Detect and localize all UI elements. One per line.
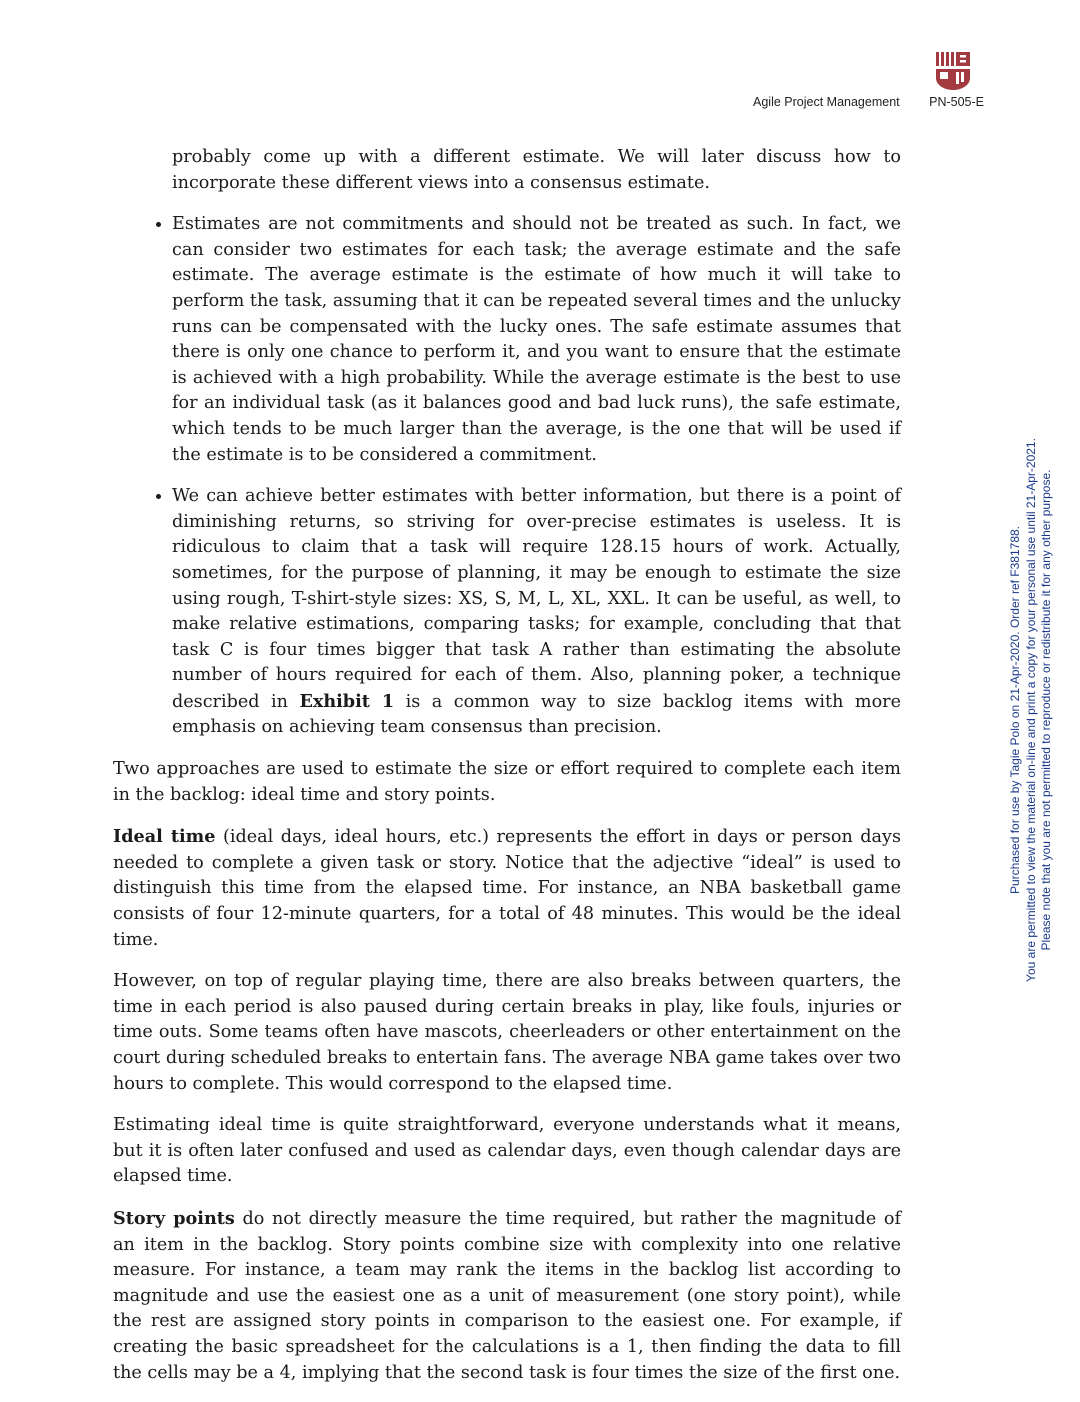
- watermark-line: You are permitted to view the material on-line and print a copy for your personal use until 21-Apr-2021.: [1023, 438, 1038, 982]
- purchase-watermark: [1008, 438, 1055, 982]
- page-header: [753, 95, 984, 109]
- term-story-points: Story points: [113, 1207, 235, 1229]
- bullet-text: is a common way to size backlog items with more emphasis on achieving team consensus than precision.: [172, 691, 901, 738]
- paragraph-estimating-ideal-time: Estimating ideal time is quite straightforward, everyone understands what it means, but it is often later confused and used as calendar days, even though calendar days are elapsed time.: [113, 1115, 901, 1187]
- paragraph-text: do not directly measure the time required, but rather the magnitude of an item in the backlog. Story points combine size with complexity into one relative measure. For instance, a team may rank the items in the backlog list according to magnitude and use the easiest one as a unit of measurement (one story point), while the rest are assigned story points in comparison to the easiest one. For example, if creating the basic spreadsheet for the calculations is a 1, then finding the data to fill the cells may be a 4, implying that the second task is four times the size of the first one.: [113, 1208, 901, 1383]
- paragraph-nba-breaks: However, on top of regular playing time, there are also breaks between quarters, the time in each period is also paused during certain breaks in play, like fouls, injuries or time outs. Some teams often have mascots, cheerleaders or other entertainment on the court during scheduled breaks to entertain fans. The average NBA game takes over two hours to complete. This would correspond to the elapsed time.: [113, 971, 901, 1094]
- exhibit-reference: Exhibit 1: [299, 690, 395, 712]
- continued-paragraph: probably come up with a different estimate. We will later discuss how to incorporate these different views into a consensus estimate.: [172, 147, 901, 193]
- paragraph-two-approaches: Two approaches are used to estimate the size or effort required to complete each item in the backlog: ideal time and story points.: [113, 759, 901, 805]
- paragraph-text: (ideal days, ideal hours, etc.) represents the effort in days or person days needed to complete a given task or story. Notice that the adjective “ideal” is used to distinguish this time from the elapsed time. For instance, an NBA basketball game consists of four 12-minute quarters, for a total of 48 minutes. This would be the ideal time.: [113, 827, 901, 950]
- school-crest-logo: [936, 52, 970, 90]
- bullet-estimates-commitments: • Estimates are not commitments and should not be treated as such. In fact, we can consider two estimates for each task; the average estimate and the safe estimate. The average estimate is the estimate of how much it will take to perform the task, assuming that it can be repeated several times and the unlucky runs can be compensated with the lucky ones. The safe estimate assumes that there is only one chance to perform it, and you want to ensure that the estimate is achieved with a high probability. While the average estimate is the best to use for an individual task (as it balances good and bad luck runs), the safe estimate, which tends to be much larger than the average, is the one that will be used if the estimate is to be considered a commitment.: [172, 212, 901, 468]
- paragraph-ideal-time: [113, 824, 901, 953]
- bullet-list: [113, 212, 901, 741]
- paragraph-story-points: [113, 1206, 901, 1386]
- bullet-text: We can achieve better estimates with better information, but there is a point of diminishing returns, so striving for over-precise estimates is useless. It is ridiculous to claim that a task will require 128.15 hours of work. Actually, sometimes, for the purpose of planning, it may be enough to estimate the size using rough, T-shirt-style sizes: XS, S, M, L, XL, XXL. It can be useful, as well, to make relative estimations, comparing tasks; for example, concluding that that task C is four times bigger that task A rather than estimating the absolute number of hours required for each of them. Also, planning poker, a technique described in: [172, 486, 901, 712]
- watermark-line: Purchased for use by Tagie Polo on 21-Apr-2020. Order ref F381788.: [1007, 526, 1022, 894]
- watermark-line: Please note that you are not permitted to reproduce or redistribute it for any other purpose.: [1038, 469, 1053, 951]
- document-code: PN-505-E: [929, 95, 984, 109]
- document-title: Agile Project Management: [753, 95, 900, 109]
- term-ideal-time: Ideal time: [113, 826, 216, 848]
- bullet-better-estimates: [172, 484, 901, 741]
- document-body: [113, 145, 901, 1402]
